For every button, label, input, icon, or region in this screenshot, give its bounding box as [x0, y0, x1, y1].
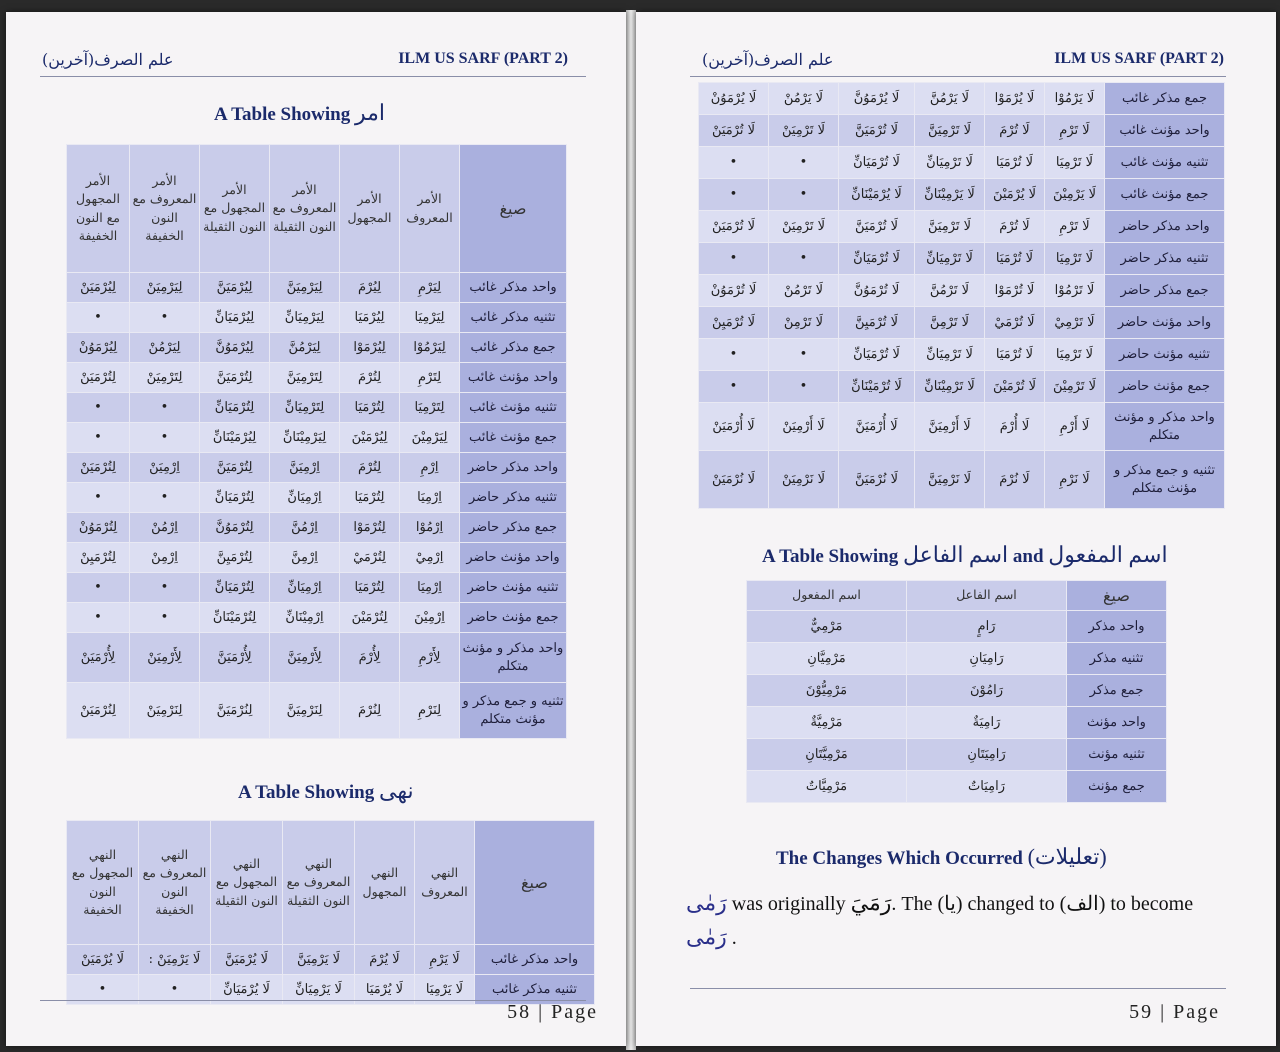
table-cell: لَا يَرْمِ: [415, 945, 475, 975]
table-row: [67, 683, 567, 739]
table-cell: لَا تَرْمِ: [1045, 211, 1105, 243]
table-cell: لِيَرْمِيْنَانِّ: [270, 423, 340, 453]
table-cell: لَا تُرْمَوْا: [985, 275, 1045, 307]
row-label: واحد مؤنث حاضر: [1105, 307, 1225, 339]
table-cell: لَا تَرْمِيَانِّ: [915, 243, 985, 275]
column-header: صيغ: [1067, 581, 1167, 611]
table-cell: لِتُرْمَيَانِّ: [200, 483, 270, 513]
table-cell: لَا يُرْمَيْنَ: [985, 179, 1045, 211]
table-cell: لِأُرْمَ: [340, 633, 400, 683]
table-cell: لَا يَرْمُوْا: [1045, 83, 1105, 115]
table-cell: لَا أَرْمِ: [1045, 403, 1105, 451]
table-cell: لِأُرْمَيَنَّ: [200, 633, 270, 683]
table-cell: لَا تَرْمِيَانِّ: [915, 339, 985, 371]
table-header-row: [747, 581, 1167, 611]
table-cell: لَا تَرْمِيَانِّ: [915, 147, 985, 179]
nahi-table: [66, 820, 595, 1005]
table-row: [67, 423, 567, 453]
table-cell: اِرْمِيَا: [400, 483, 460, 513]
row-label: واحد مذكر حاضر: [1105, 211, 1225, 243]
book-gutter: [626, 10, 636, 1050]
table-cell: •: [699, 371, 769, 403]
row-label: تثنيه مؤنث غائب: [1105, 147, 1225, 179]
table-cell: لِنُرْمَيَنْ: [67, 683, 130, 739]
row-label: جمع مؤنث غائب: [1105, 179, 1225, 211]
table-cell: لِتُرْمَيِنَّ: [200, 543, 270, 573]
table-cell: لِتَرْمِ: [400, 363, 460, 393]
table-cell: لَا يُرْمَوْا: [985, 83, 1045, 115]
table-cell: اِرْمِيَانِّ: [270, 483, 340, 513]
table-cell: لَا تُرْمَيَانِّ: [839, 339, 915, 371]
table-cell: لَا تَرْمِيَنَّ: [915, 115, 985, 147]
table-cell: لِيُرْمَيَانِّ: [200, 303, 270, 333]
table-row: [699, 211, 1225, 243]
right-header-title: ILM US SARF (PART 2): [1054, 50, 1224, 67]
table-cell: لَا تَرْمِيَنْ: [769, 211, 839, 243]
table-row: [67, 633, 567, 683]
ism-table-title: A Table Showing اسم الفاعل and اسم المفعول: [762, 542, 1168, 567]
table-cell: لَا نُرْمَيَنْ: [699, 451, 769, 509]
table-row: [699, 403, 1225, 451]
table-row: [747, 643, 1167, 675]
table-cell: لَا تَرْمِيَا: [1045, 339, 1105, 371]
table-cell: لَا تَرْمُوْا: [1045, 275, 1105, 307]
table-row: [67, 573, 567, 603]
table-cell: لَا تَرْمِ: [1045, 115, 1105, 147]
column-header: النهي المعروف: [415, 821, 475, 945]
table-cell: لِيُرْمَ: [340, 273, 400, 303]
table-cell: •: [67, 393, 130, 423]
row-label: جمع مذكر غائب: [460, 333, 567, 363]
table-cell: اِرْمِيْ: [400, 543, 460, 573]
row-label: جمع مؤنث حاضر: [460, 603, 567, 633]
table-cell: لِتُرْمَ: [340, 363, 400, 393]
table-cell: لَا تُرْمَ: [985, 211, 1045, 243]
table-cell: لَا تَرْمُنْ: [769, 275, 839, 307]
table-cell: لَا تُرْمَيَانِّ: [839, 243, 915, 275]
table-cell: لَا تُرْمَيَا: [985, 147, 1045, 179]
table-cell: •: [67, 423, 130, 453]
table-cell: لَا تَرْمِنَّ: [915, 307, 985, 339]
table-cell: لِأَرْمِيَنَّ: [270, 633, 340, 683]
table-cell: اِرْمِنَّ: [270, 543, 340, 573]
table-cell: لِتُرْمَ: [340, 453, 400, 483]
table-cell: لَا يُرْمَيْنَانِّ: [839, 179, 915, 211]
table-cell: لِيُرْمَيَنْ: [67, 273, 130, 303]
table-cell: لَا تَرْمِيْنَانِّ: [915, 371, 985, 403]
table-cell: لَا يُرْمَيَا: [355, 975, 415, 1005]
table-cell: لَا نَرْمِيَنَّ: [915, 451, 985, 509]
left-page: [6, 12, 626, 1046]
table-cell: لَا تَرْمِيَنَّ: [915, 211, 985, 243]
table-cell: لَا يَرْمُنَّ: [915, 83, 985, 115]
table-cell: لَا يَرْمِيَنْ :: [139, 945, 211, 975]
right-header-rule: [690, 76, 1226, 77]
table-cell: •: [67, 483, 130, 513]
table-cell: •: [67, 303, 130, 333]
table-row: [699, 339, 1225, 371]
table-cell: •: [130, 573, 200, 603]
table-row: [67, 483, 567, 513]
table-cell: لَا أَرْمِيَنْ: [769, 403, 839, 451]
table-cell: لِنَرْمِيَنْ: [130, 683, 200, 739]
column-header: الأمر المجهول مع النون الثقيلة: [200, 145, 270, 273]
table-cell: لِتُرْمَوُنَّ: [200, 513, 270, 543]
table-cell: لَا أَرْمِيَنَّ: [915, 403, 985, 451]
table-cell: لِأَرْمِ: [400, 633, 460, 683]
left-footer-rule: [40, 1000, 586, 1001]
row-label: واحد مؤنث حاضر: [460, 543, 567, 573]
table-row: [699, 243, 1225, 275]
table-row: [67, 513, 567, 543]
table-cell: لَا يُرْمَيَنَّ: [211, 945, 283, 975]
table-cell: لَا تُرْمَيْنَ: [985, 371, 1045, 403]
table-cell: لِتَرْمِيَانِّ: [270, 393, 340, 423]
table-row: [747, 707, 1167, 739]
right-footer-rule: [690, 988, 1226, 989]
column-header: النهي المجهول مع النون الخفيفة: [67, 821, 139, 945]
row-label: جمع مذكر: [1067, 675, 1167, 707]
table-cell: •: [130, 303, 200, 333]
table-cell: لَا تُرْمَيْ: [985, 307, 1045, 339]
row-label: تثنيه مذكر حاضر: [1105, 243, 1225, 275]
row-label: تثنيه مذكر غائب: [475, 975, 595, 1005]
table-cell: لِتَرْمِيَا: [400, 393, 460, 423]
table-cell: رَامِيَةٌ: [907, 707, 1067, 739]
table-cell: لَا تُرْمَوُنَّ: [839, 275, 915, 307]
table-cell: لِيَرْمِيَنْ: [130, 273, 200, 303]
column-header: الأمر المعروف مع النون الثقيلة: [270, 145, 340, 273]
nahi-table-title: A Table Showing نهى: [238, 778, 414, 803]
row-label: تثنيه مذكر: [1067, 643, 1167, 675]
column-header: صيغ: [460, 145, 567, 273]
row-label: تثنيه مؤنث حاضر: [1105, 339, 1225, 371]
table-row: [67, 333, 567, 363]
table-cell: •: [130, 393, 200, 423]
table-cell: لَا يَرْمُنْ: [769, 83, 839, 115]
table-header-row: [67, 821, 595, 945]
table-cell: •: [769, 243, 839, 275]
row-label: جمع مذكر حاضر: [460, 513, 567, 543]
right-page: [636, 12, 1276, 1046]
table-cell: •: [769, 339, 839, 371]
table-cell: لَا نُرْمَيَنَّ: [839, 451, 915, 509]
table-cell: •: [67, 573, 130, 603]
table-cell: رَامِيَتَانِ: [907, 739, 1067, 771]
ism-table: [746, 580, 1167, 803]
table-cell: رَامِيَانِ: [907, 643, 1067, 675]
left-header-rule: [40, 76, 586, 77]
column-header: النهي المجهول مع النون الثقيلة: [211, 821, 283, 945]
table-cell: •: [130, 483, 200, 513]
table-cell: لَا تُرْمَيَنَّ: [839, 115, 915, 147]
table-cell: لَا تُرْمَيَانِّ: [839, 147, 915, 179]
column-header: اسم الفاعل: [907, 581, 1067, 611]
nahi-continued-table: [698, 82, 1225, 509]
table-cell: اِرْمُنْ: [130, 513, 200, 543]
table-row: [67, 273, 567, 303]
table-cell: مَرْمِيَّانِ: [747, 643, 907, 675]
table-cell: لَا نَرْمِ: [1045, 451, 1105, 509]
table-cell: لِتُرْمَيَانِّ: [200, 573, 270, 603]
changes-paragraph: رَمٰى was originally رَمَيَ. The (يا) changed to (الف) to become رَمٰى .: [686, 890, 1194, 950]
table-cell: لِتُرْمَيَا: [340, 573, 400, 603]
table-cell: لَا أُرْمَيَنْ: [699, 403, 769, 451]
row-label: جمع مؤنث: [1067, 771, 1167, 803]
table-cell: •: [699, 179, 769, 211]
table-cell: لِيَرْمِيَنَّ: [270, 273, 340, 303]
table-row: [699, 115, 1225, 147]
row-label: تثنيه و جمع مذكر و مؤنث متكلم: [1105, 451, 1225, 509]
row-label: جمع مذكر حاضر: [1105, 275, 1225, 307]
table-cell: لَا يَرْمِيْنَانِّ: [915, 179, 985, 211]
amr-table-title: A Table Showing امر: [214, 100, 386, 125]
row-label: تثنيه و جمع مذكر و مؤنث متكلم: [460, 683, 567, 739]
table-cell: رَامِيَاتٌ: [907, 771, 1067, 803]
table-cell: لِيُرْمَوُنْ: [67, 333, 130, 363]
table-cell: لَا تُرْمَ: [985, 115, 1045, 147]
table-row: [67, 945, 595, 975]
column-header: الأمر المجهول مع النون الخفيفة: [67, 145, 130, 273]
left-header-arabic: علم الصرف(آخرين): [42, 50, 174, 69]
row-label: تثنيه مذكر غائب: [460, 303, 567, 333]
table-cell: لِنُرْمَ: [340, 683, 400, 739]
table-cell: اِرْمِيَانِّ: [270, 573, 340, 603]
table-row: [67, 543, 567, 573]
table-row: [67, 303, 567, 333]
table-cell: لَا تُرْمَيَنَّ: [839, 211, 915, 243]
row-label: واحد مذكر: [1067, 611, 1167, 643]
table-cell: لَا يُرْمَ: [355, 945, 415, 975]
column-header: الأمر المعروف مع النون الخفيفة: [130, 145, 200, 273]
row-label: واحد مؤنث غائب: [1105, 115, 1225, 147]
table-cell: لِتُرْمَيْنَ: [340, 603, 400, 633]
table-cell: •: [769, 147, 839, 179]
table-cell: لِتُرْمَيْنَانِّ: [200, 603, 270, 633]
amr-table: [66, 144, 567, 739]
table-cell: لِيَرْمُوْا: [400, 333, 460, 363]
column-header: النهي المجهول: [355, 821, 415, 945]
column-header: اسم المفعول: [747, 581, 907, 611]
table-cell: لَا يَرْمِيَا: [415, 975, 475, 1005]
table-cell: لِأَرْمِيَنْ: [130, 633, 200, 683]
table-cell: لَا نُرْمَ: [985, 451, 1045, 509]
table-cell: لِنُرْمَيَنَّ: [200, 683, 270, 739]
table-cell: •: [67, 603, 130, 633]
row-label: تثنيه مؤنث غائب: [460, 393, 567, 423]
table-cell: لِتُرْمَيَنَّ: [200, 453, 270, 483]
table-cell: لِتُرْمَيَنْ: [67, 363, 130, 393]
table-cell: لِتُرْمَيَا: [340, 483, 400, 513]
table-row: [747, 675, 1167, 707]
row-label: واحد مؤنث غائب: [460, 363, 567, 393]
row-label: واحد مذكر غائب: [475, 945, 595, 975]
row-label: تثنيه مذكر حاضر: [460, 483, 567, 513]
table-cell: لِتُرْمَوْا: [340, 513, 400, 543]
table-cell: رَامُوْنَ: [907, 675, 1067, 707]
table-cell: •: [769, 371, 839, 403]
table-cell: اِرْمِ: [400, 453, 460, 483]
table-cell: •: [130, 603, 200, 633]
table-cell: لِنَرْمِ: [400, 683, 460, 739]
table-cell: لِيُرْمَيَا: [340, 303, 400, 333]
table-cell: لَا تُرْمَيِنَّ: [839, 307, 915, 339]
table-cell: رَامٍ: [907, 611, 1067, 643]
table-cell: لِتُرْمَيَنْ: [67, 453, 130, 483]
right-page-number: 59 | Page: [1129, 1001, 1220, 1023]
table-row: [699, 451, 1225, 509]
table-cell: لَا أُرْمَيَنَّ: [839, 403, 915, 451]
row-label: جمع مؤنث حاضر: [1105, 371, 1225, 403]
table-cell: لِتُرْمَيَانِّ: [200, 393, 270, 423]
column-header: صيغ: [475, 821, 595, 945]
row-label: جمع مؤنث غائب: [460, 423, 567, 453]
table-cell: لِتُرْمَيْ: [340, 543, 400, 573]
table-cell: •: [67, 975, 139, 1005]
table-cell: لَا يَرْمِيْنَ: [1045, 179, 1105, 211]
table-cell: لِتُرْمَيَا: [340, 393, 400, 423]
table-row: [699, 83, 1225, 115]
column-header: النهي المعروف مع النون الثقيلة: [283, 821, 355, 945]
row-label: واحد مذكر و مؤنث متكلم: [1105, 403, 1225, 451]
table-row: [699, 147, 1225, 179]
table-row: [67, 363, 567, 393]
table-cell: •: [699, 339, 769, 371]
table-cell: لَا تَرْمِيْنَ: [1045, 371, 1105, 403]
table-cell: مَرْمِيٌّ: [747, 611, 907, 643]
table-cell: •: [130, 423, 200, 453]
table-cell: لَا تُرْمَيِنْ: [699, 307, 769, 339]
table-cell: لِيَرْمِيَا: [400, 303, 460, 333]
table-cell: اِرْمِنْ: [130, 543, 200, 573]
table-cell: لِيَرْمِ: [400, 273, 460, 303]
table-cell: لَا تُرْمَيْنَانِّ: [839, 371, 915, 403]
table-cell: لَا تَرْمِيْ: [1045, 307, 1105, 339]
table-cell: لَا يُرْمَيَنْ: [67, 945, 139, 975]
table-cell: اِرْمِيْنَ: [400, 603, 460, 633]
table-cell: لَا تُرْمَيَا: [985, 339, 1045, 371]
right-header-arabic: علم الصرف(آخرين): [702, 50, 834, 69]
table-row: [699, 371, 1225, 403]
table-row: [699, 275, 1225, 307]
column-header: النهي المعروف مع النون الخفيفة: [139, 821, 211, 945]
table-row: [67, 453, 567, 483]
table-cell: اِرْمِيَا: [400, 573, 460, 603]
table-cell: اِرْمُنَّ: [270, 513, 340, 543]
table-cell: لَا نَرْمِيَنْ: [769, 451, 839, 509]
table-cell: لِيَرْمُنَّ: [270, 333, 340, 363]
table-cell: اِرْمِيْنَانِّ: [270, 603, 340, 633]
table-cell: لِتُرْمَيِنْ: [67, 543, 130, 573]
row-label: واحد مؤنث: [1067, 707, 1167, 739]
row-label: واحد مذكر غائب: [460, 273, 567, 303]
table-cell: لِتَرْمِيَنْ: [130, 363, 200, 393]
table-header-row: [67, 145, 567, 273]
row-label: واحد مذكر و مؤنث متكلم: [460, 633, 567, 683]
table-cell: لَا أُرْمَ: [985, 403, 1045, 451]
table-row: [67, 603, 567, 633]
table-cell: لَا تَرْمُنَّ: [915, 275, 985, 307]
table-cell: لَا تَرْمِيَنْ: [769, 115, 839, 147]
row-label: تثنيه مؤنث: [1067, 739, 1167, 771]
table-cell: لِنَرْمِيَنَّ: [270, 683, 340, 739]
table-cell: لَا يُرْمَوُنَّ: [839, 83, 915, 115]
left-header-title: ILM US SARF (PART 2): [398, 50, 568, 67]
table-cell: لَا تُرْمَوُنْ: [699, 275, 769, 307]
table-cell: مَرْمِيَّةٌ: [747, 707, 907, 739]
table-cell: اِرْمِيَنْ: [130, 453, 200, 483]
table-cell: لِيُرْمَوْا: [340, 333, 400, 363]
table-cell: لِيَرْمِيَانِّ: [270, 303, 340, 333]
table-cell: لَا تَرْمِيَا: [1045, 243, 1105, 275]
column-header: الأمر المجهول: [340, 145, 400, 273]
table-cell: لِيُرْمَيْنَ: [340, 423, 400, 453]
row-label: تثنيه مؤنث حاضر: [460, 573, 567, 603]
left-page-number: 58 | Page: [507, 1001, 598, 1023]
table-cell: مَرْمِيُّوْنَ: [747, 675, 907, 707]
row-label: واحد مذكر حاضر: [460, 453, 567, 483]
table-cell: •: [699, 243, 769, 275]
table-cell: •: [769, 179, 839, 211]
table-cell: لِتَرْمِيَنَّ: [270, 363, 340, 393]
table-cell: لِتُرْمَوُنْ: [67, 513, 130, 543]
table-cell: لِيُرْمَيَنَّ: [200, 273, 270, 303]
table-cell: اِرْمِيَنَّ: [270, 453, 340, 483]
table-cell: •: [139, 975, 211, 1005]
table-row: [699, 307, 1225, 339]
table-cell: لَا تُرْمَيَا: [985, 243, 1045, 275]
table-row: [699, 179, 1225, 211]
table-cell: لَا يُرْمَيَانِّ: [211, 975, 283, 1005]
column-header: الأمر المعروف: [400, 145, 460, 273]
table-cell: لِتُرْمَيَنَّ: [200, 363, 270, 393]
table-cell: لِيُرْمَيْنَانِّ: [200, 423, 270, 453]
table-cell: لَا تُرْمَيَنْ: [699, 115, 769, 147]
table-cell: لِيَرْمِيْنَ: [400, 423, 460, 453]
table-cell: مَرْمِيَّاتٌ: [747, 771, 907, 803]
table-cell: لِيُرْمَوُنَّ: [200, 333, 270, 363]
table-row: [747, 771, 1167, 803]
table-cell: •: [699, 147, 769, 179]
table-cell: لَا تَرْمِيَا: [1045, 147, 1105, 179]
table-row: [747, 611, 1167, 643]
row-label: جمع مذكر غائب: [1105, 83, 1225, 115]
table-row: [67, 393, 567, 423]
table-cell: لِيَرْمُنْ: [130, 333, 200, 363]
table-cell: لَا تُرْمَيَنْ: [699, 211, 769, 243]
table-cell: اِرْمُوْا: [400, 513, 460, 543]
table-cell: لَا يَرْمِيَنَّ: [283, 945, 355, 975]
changes-title: The Changes Which Occurred (تعليلات): [776, 844, 1107, 869]
table-cell: لِأُرْمَيَنْ: [67, 633, 130, 683]
table-cell: لَا تَرْمِنْ: [769, 307, 839, 339]
table-row: [747, 739, 1167, 771]
table-cell: لَا يَرْمِيَانِّ: [283, 975, 355, 1005]
table-cell: مَرْمِيَّتَانِ: [747, 739, 907, 771]
table-cell: لَا يُرْمَوُنْ: [699, 83, 769, 115]
